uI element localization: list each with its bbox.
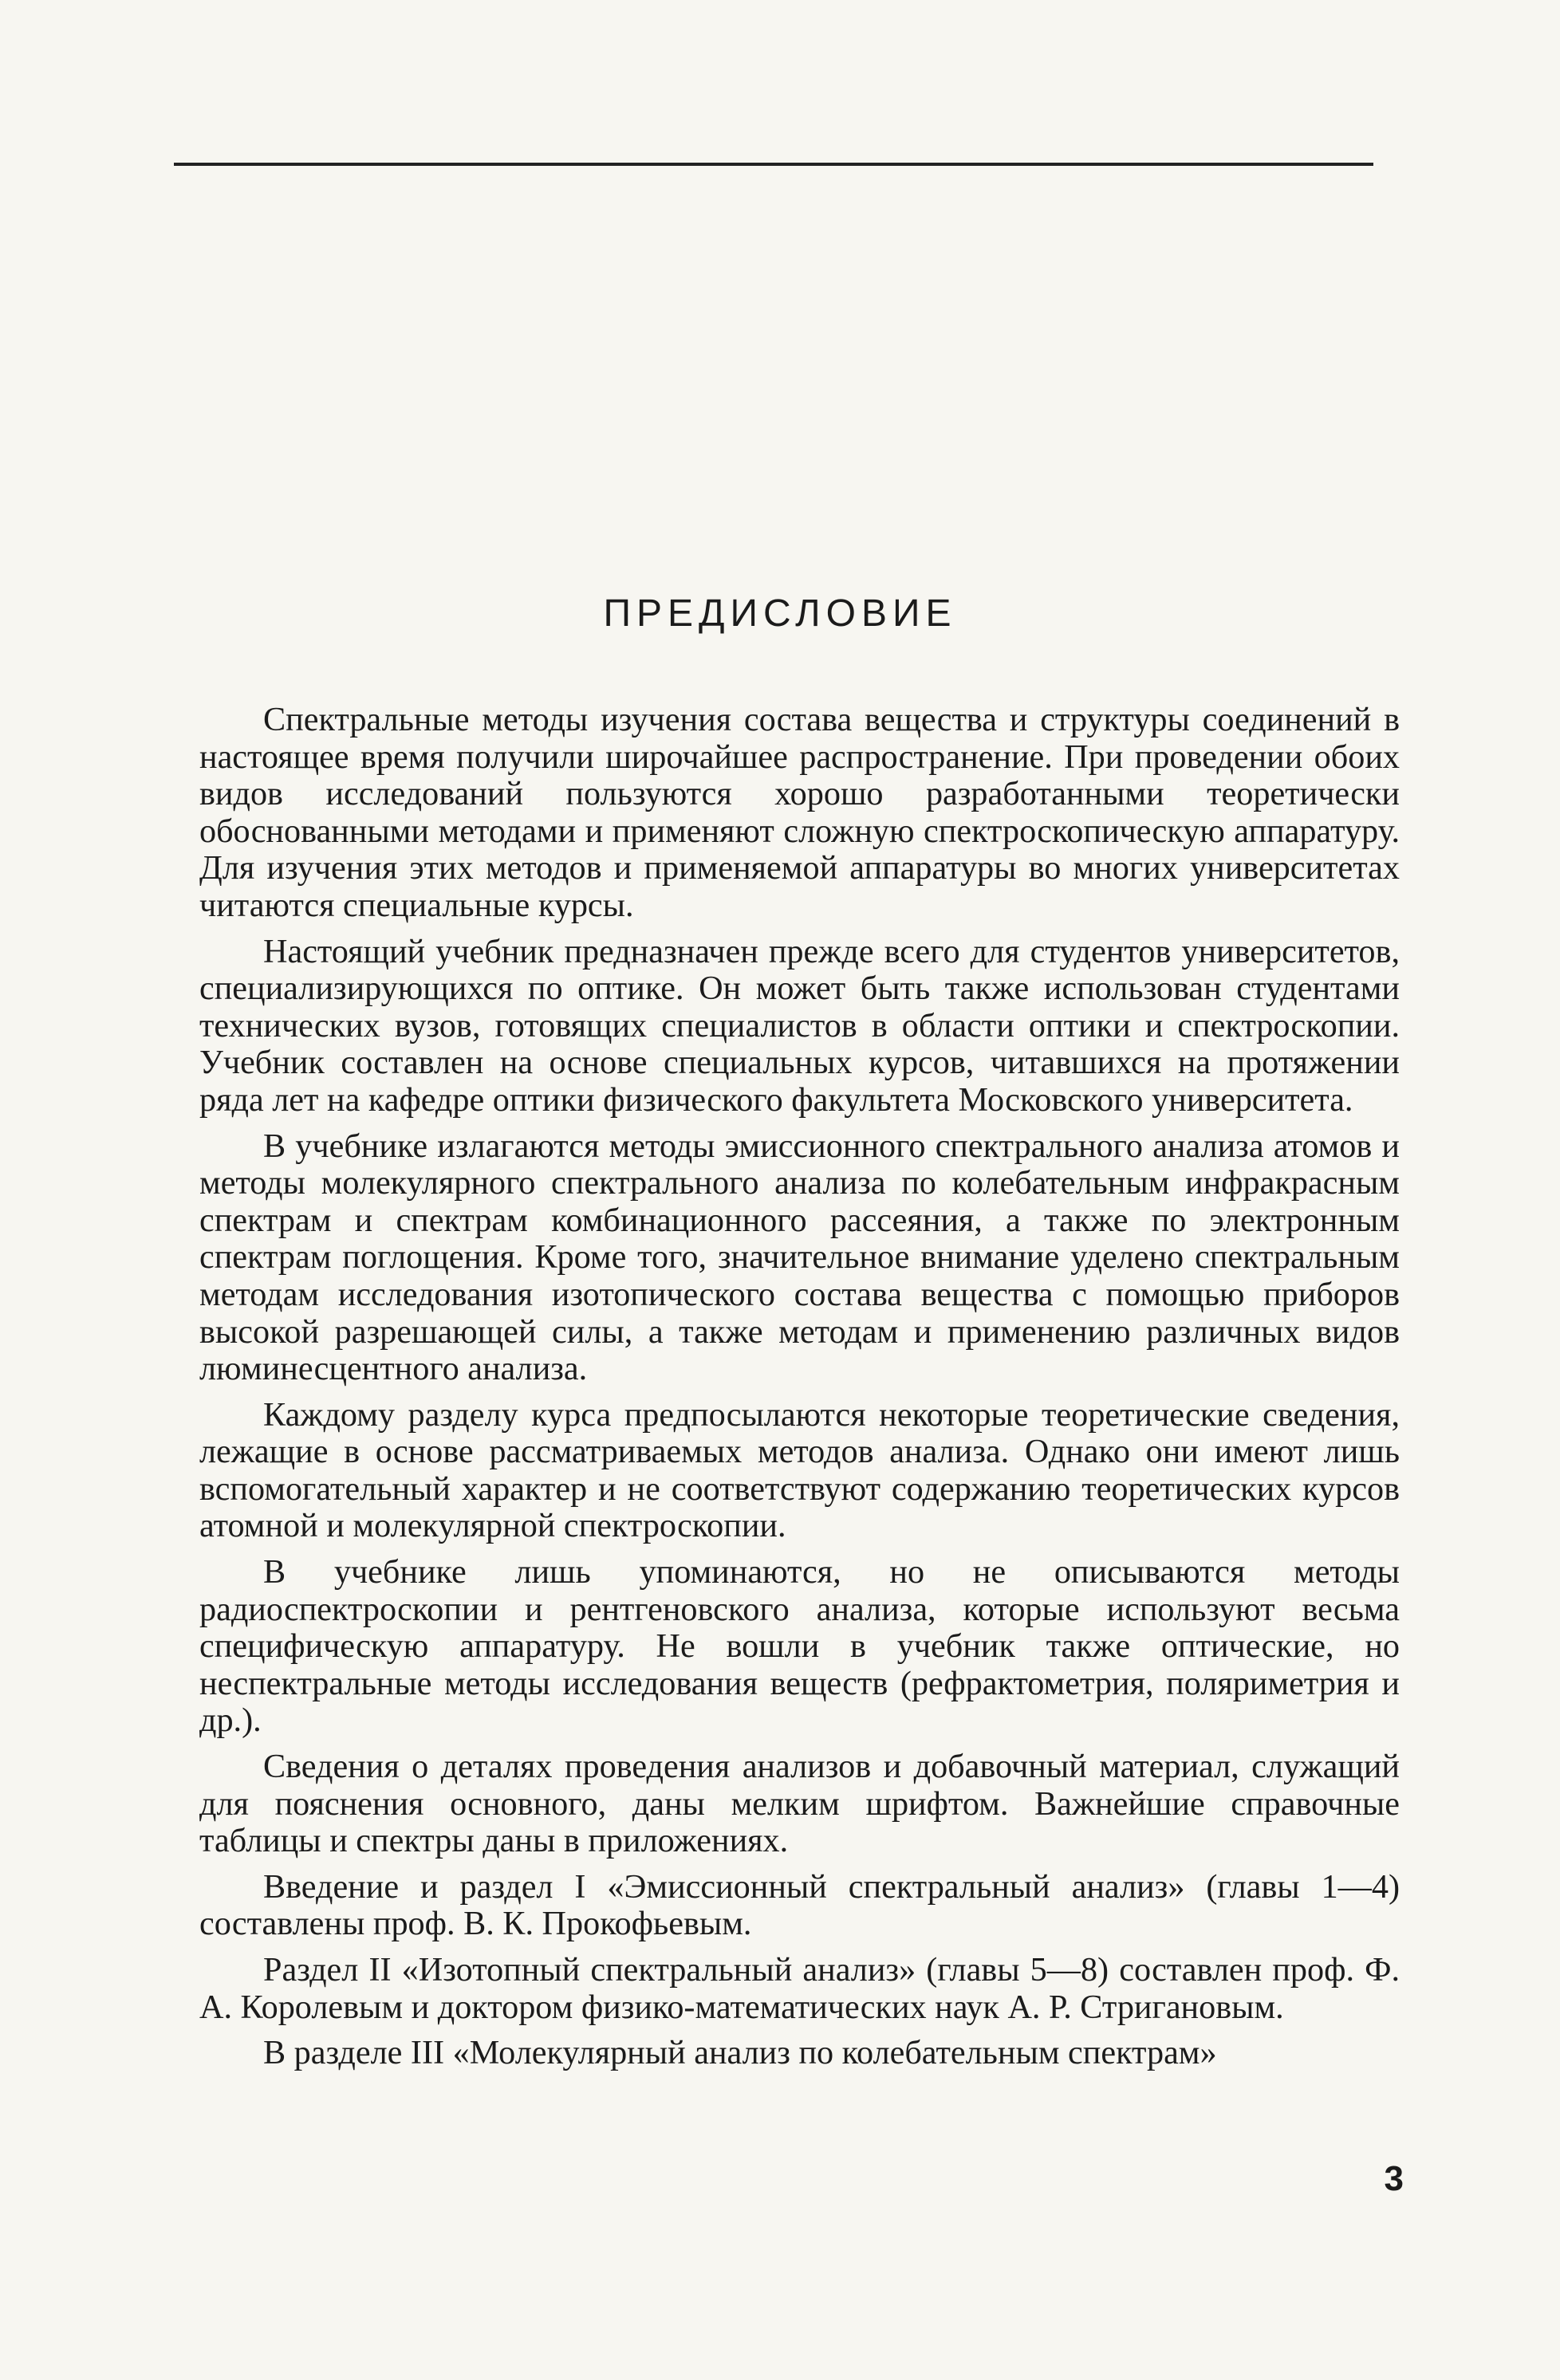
top-rule xyxy=(174,163,1373,166)
paragraph-6: Сведения о деталях проведения анализов и добавочный материал, служащий для пояснения основного, даны мелким шрифтом. Важнейшие справочные таблицы и спектры даны в приложениях. xyxy=(199,1748,1400,1860)
paragraph-1: Спектральные методы изучения состава вещества и структуры соединений в настоящее время получили широчайшее распространение. При проведении обоих видов исследований пользуются хорошо разработанными теоретически обоснованными методами и применяют сложную спектроскопическую аппаратуру. Для изучения этих методов и применяемой аппаратуры во многих университетах читаются специальные курсы. xyxy=(199,701,1400,924)
body-text xyxy=(199,702,1400,2081)
paragraph-7: Введение и раздел I «Эмиссионный спектральный анализ» (главы 1—4) составлены проф. В. К. Прокофьевым. xyxy=(199,1867,1400,1943)
paragraph-5: В учебнике лишь упоминаются, но не описываются методы радиоспектроскопии и рентгеновского анализа, которые используют весьма специфическую аппаратуру. Не вошли в учебник также оптические, но неспектральные методы исследования веществ (рефрактометрия, поляриметрия и др.). xyxy=(199,1553,1400,1740)
page-title: ПРЕДИСЛОВИЕ xyxy=(603,592,957,635)
paragraph-3: В учебнике излагаются методы эмиссионного спектрального анализа атомов и методы молекулярного спектрального анализа по колебательным инфракрасным спектрам и спектрам комбинационного рассеяния, а также по электронным спектрам поглощения. Кроме того, значительное внимание уделено спектральным методам исследования изотопического состава вещества с помощью приборов высокой разрешающей силы, а также методам и применению различных видов люминесцентного анализа. xyxy=(199,1127,1400,1388)
page-number: 3 xyxy=(1384,2159,1404,2198)
paragraph-9: В разделе III «Молекулярный анализ по колебательным спектрам» xyxy=(263,2034,1217,2072)
paragraph-8: Раздел II «Изотопный спектральный анализ» (главы 5—8) составлен проф. Ф. А. Королевым и доктором физико-математических наук А. Р. Стригановым. xyxy=(199,1951,1400,2026)
paragraph-2: Настоящий учебник предназначен прежде всего для студентов университетов, специализирующихся по оптике. Он может быть также использован студентами технических вузов, готовящих специалистов в области оптики и спектроскопии. Учебник составлен на основе специальных курсов, читавшихся на протяжении ряда лет на кафедре оптики физического факультета Московского университета. xyxy=(199,932,1400,1119)
paragraph-4: Каждому разделу курса предпосылаются некоторые теоретические сведения, лежащие в основе рассматриваемых методов анализа. Однако они имеют лишь вспомогательный характер и не соответствуют содержанию теоретических курсов атомной и молекулярной спектроскопии. xyxy=(199,1395,1400,1545)
